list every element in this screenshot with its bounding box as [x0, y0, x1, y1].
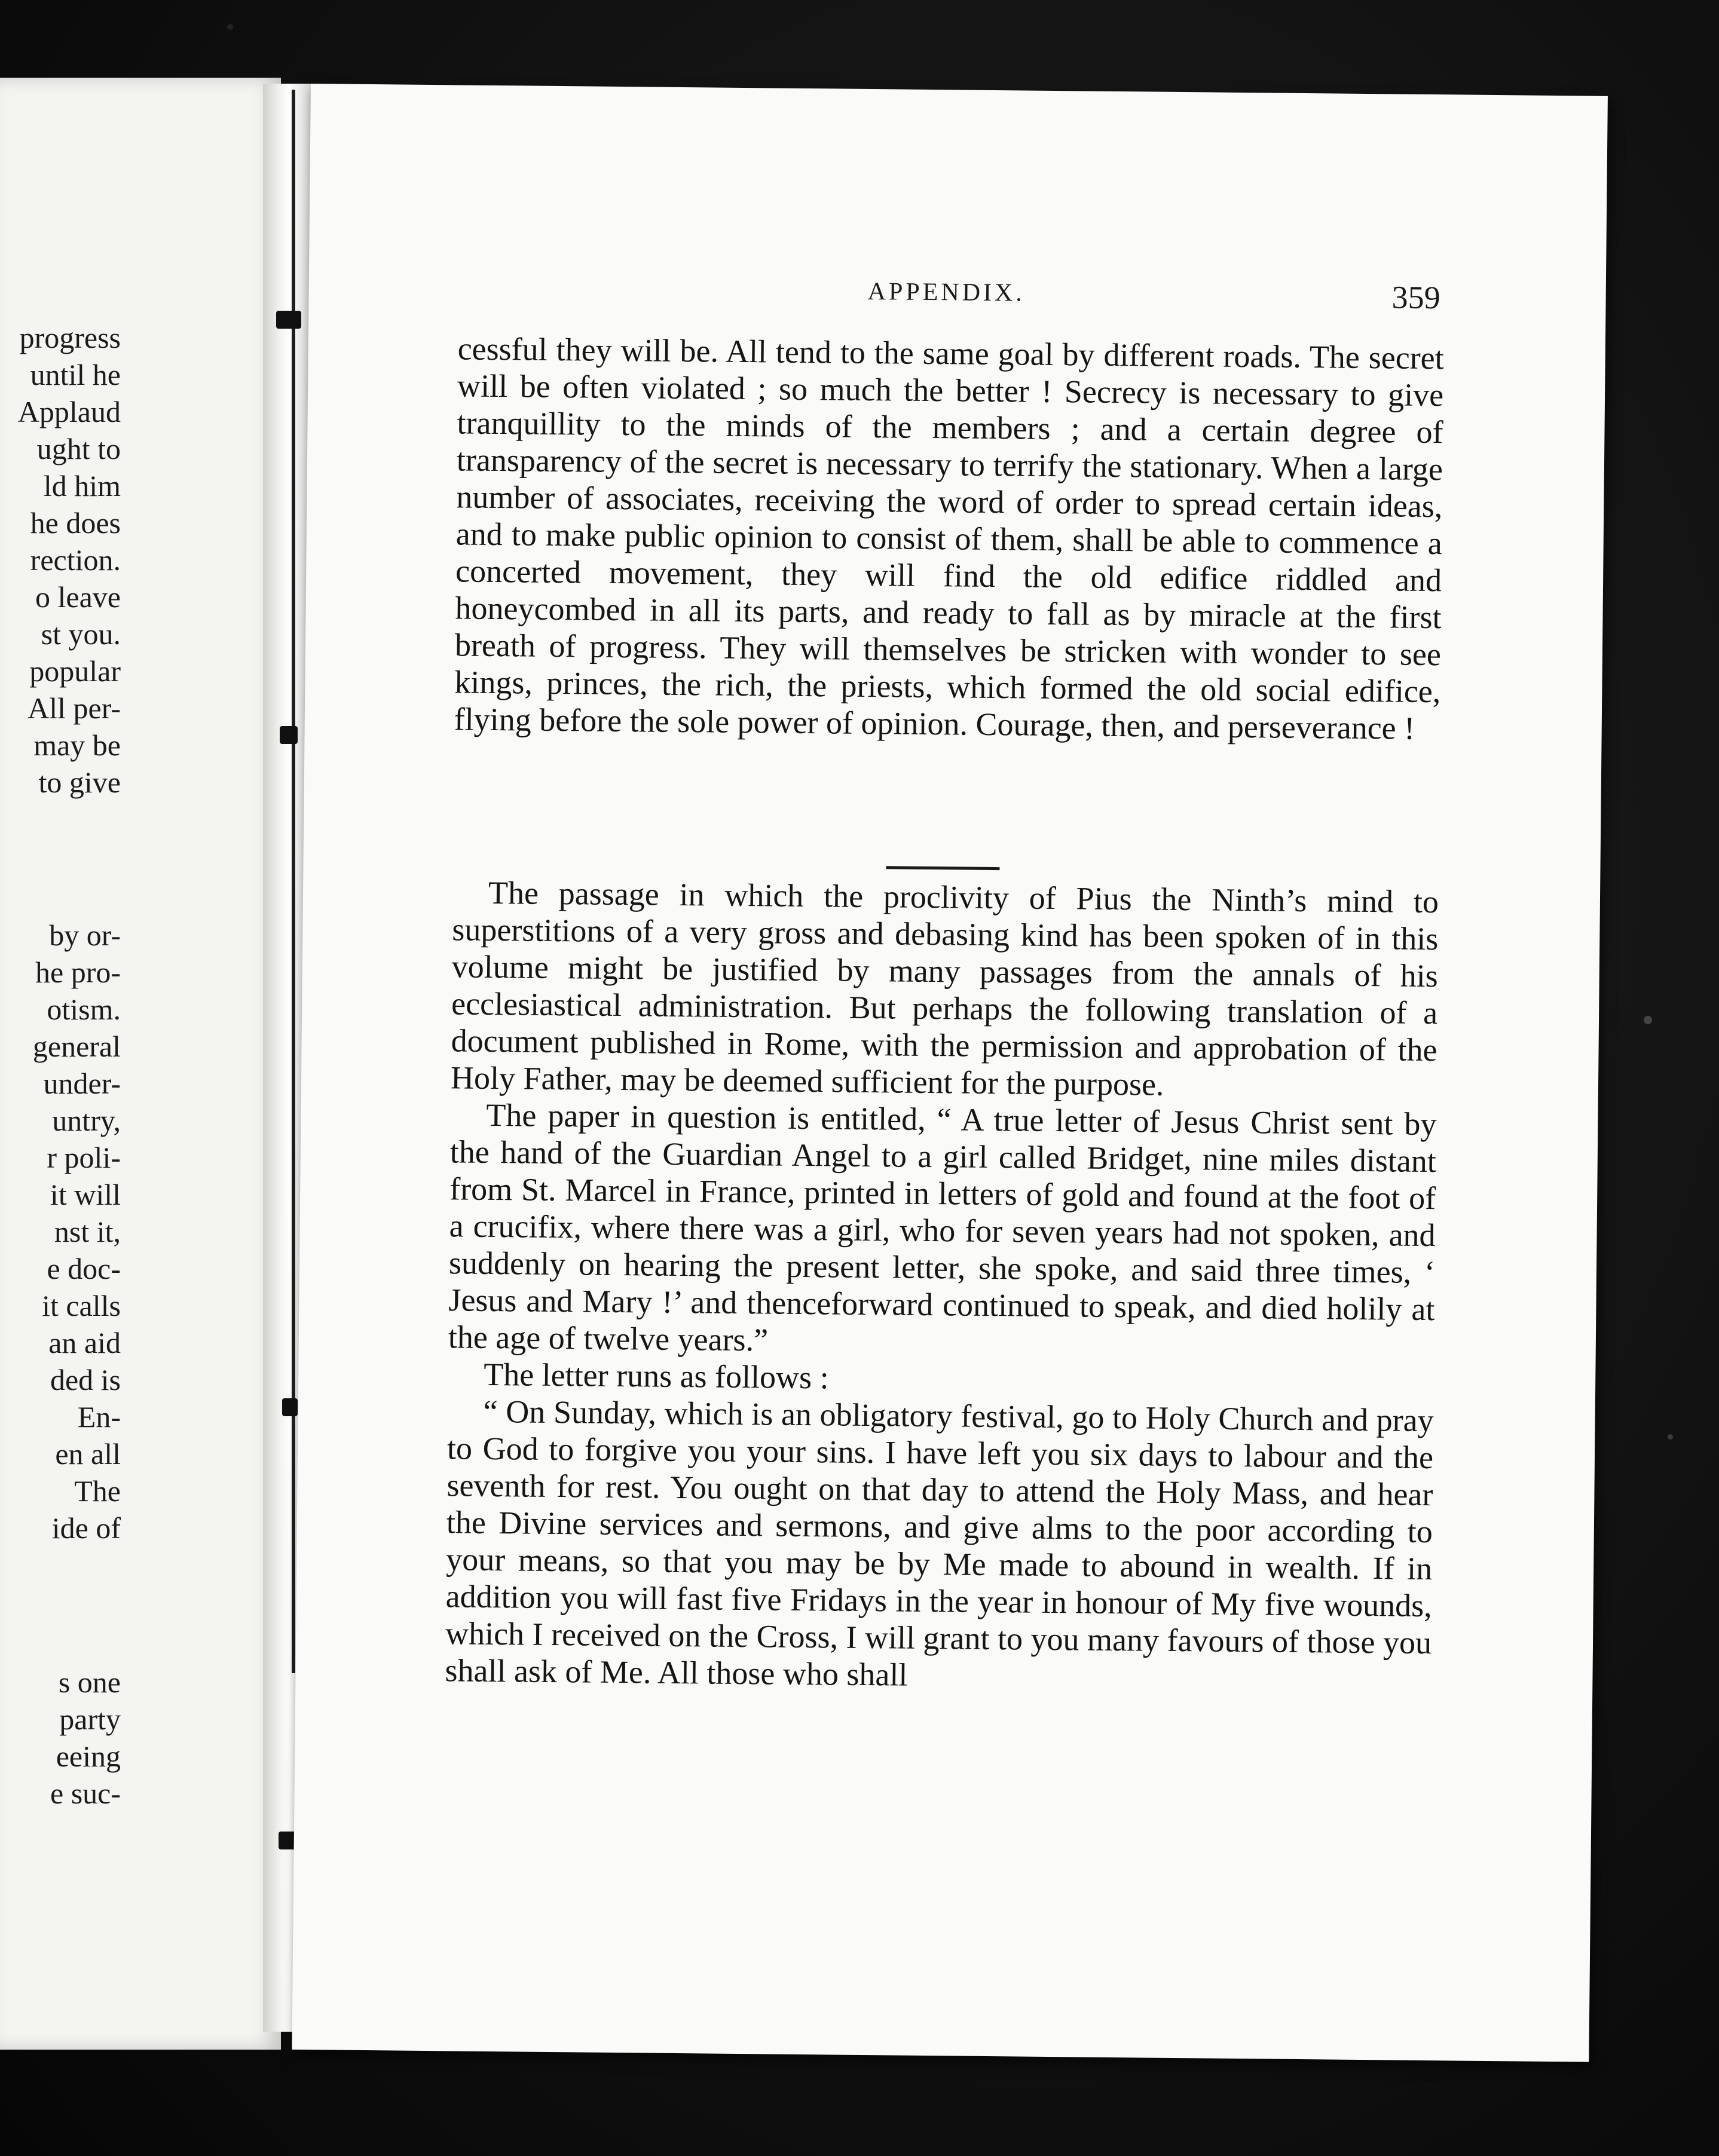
left-line: nst it,: [54, 1215, 121, 1248]
left-line: by or-: [49, 918, 121, 952]
left-line: o leave: [35, 580, 121, 614]
left-line: an aid: [48, 1326, 121, 1359]
left-line: En-: [77, 1400, 121, 1434]
continued-paragraph: [454, 330, 1444, 747]
left-line: until he: [30, 358, 121, 391]
left-line: ld him: [43, 469, 121, 503]
left-line: e doc-: [47, 1252, 121, 1285]
left-line: popular: [29, 654, 121, 688]
paragraph: The paper in question is entitled, “ A true letter of Jesus Christ sent by the hand of the Guardian Angel to a girl called Bridget, nine miles distant from St. Marcel in France, printed in letters of gold and found at the foot of a crucifix, where there was a girl, who for seven years had not spoken, and suddenly on hearing the present letter, she spoke, and said three times, ‘ Jesus and Mary !’ and thenceforward continued to speak, and died holily at the age of twelve years.”: [448, 1097, 1437, 1358]
dust-speck: [1644, 1016, 1652, 1024]
left-line: under-: [43, 1067, 121, 1100]
left-line: may be: [33, 728, 121, 762]
left-line: r poli-: [47, 1141, 121, 1174]
left-line: ded is: [50, 1363, 121, 1396]
main-text: [445, 874, 1439, 1698]
left-line: it will: [50, 1178, 121, 1211]
left-line: st you.: [41, 617, 121, 651]
left-line: ide of: [51, 1511, 121, 1545]
running-head: [308, 272, 1605, 320]
binding-mark: [280, 726, 298, 744]
dust-speck: [1668, 1434, 1673, 1440]
left-line: it calls: [42, 1289, 121, 1322]
left-page: [0, 78, 281, 2050]
dust-speck: [227, 24, 233, 30]
left-line: All per-: [27, 691, 121, 725]
left-line: s one: [58, 1665, 121, 1699]
left-line: to give: [38, 765, 121, 799]
section-rule: [886, 866, 999, 870]
left-line: e suc-: [50, 1777, 121, 1810]
left-line: he pro-: [35, 956, 121, 989]
page-number: 359: [1391, 279, 1440, 316]
left-line: en all: [55, 1437, 121, 1471]
paragraph: The passage in which the proclivity of Pius the Ninth’s mind to superstitions of a very gross and debasing kind has been spoken of in this volume might be justified by many passages from the annals of his ecclesiastical administration. But perhaps the following translation of a document published in Rome, with the permission and approbation of the Holy Father, may be deemed sufficient for the purpose.: [450, 874, 1439, 1102]
left-line: The: [74, 1474, 121, 1508]
left-line: party: [59, 1702, 121, 1736]
binding-mark: [276, 311, 301, 329]
left-line: Applaud: [17, 395, 121, 428]
left-line: untry,: [52, 1104, 121, 1137]
quoted-letter: “ On Sunday, which is an obligatory festival, go to Holy Church and pray to God to forgive you your sins. I have left you six days to labour and the seventh for rest. You ought on that day to attend the Holy Mass, and hear the Divine services and sermons, and give alms to the poor according to your means, so that you may be by Me made to abound in wealth. If in addition you will fast five Fridays in the year in honour of My five wounds, which I received on the Cross, I will grant to you many favours of those you shall ask of Me. All those who shall: [445, 1393, 1434, 1693]
left-line: eeing: [56, 1740, 121, 1773]
left-line: general: [32, 1030, 121, 1063]
right-page: [292, 84, 1607, 2062]
paragraph: The letter runs as follows :: [483, 1356, 829, 1396]
paragraph: cessful they will be. All tend to the same goal by different roads. The secret will be often violated ; so much the better ! Secrecy is necessary to give tranquillity to the minds of the members ; and a certain degree of transparency of the secret is necessary to terrify the stationary. When a large number of associates, receiving the word of order to spread certain ideas, and to make public opinion to consist of them, shall be able to commence a concerted movement, they will find the old edifice riddled and honeycombed in all its parts, and ready to fall as by miracle at the first breath of progress. They will themselves be stricken with wonder to see kings, princes, the rich, the priests, which formed the old social edifice, flying before the sole power of opinion. Courage, then, and perseverance !: [454, 330, 1444, 746]
running-head-title: APPENDIX.: [867, 277, 1026, 307]
left-line: rection.: [30, 543, 121, 577]
binding-mark: [282, 1398, 298, 1416]
left-line: ught to: [36, 432, 121, 466]
left-line: progress: [19, 321, 121, 354]
left-line: he does: [30, 506, 121, 540]
left-line: otism.: [47, 993, 121, 1026]
